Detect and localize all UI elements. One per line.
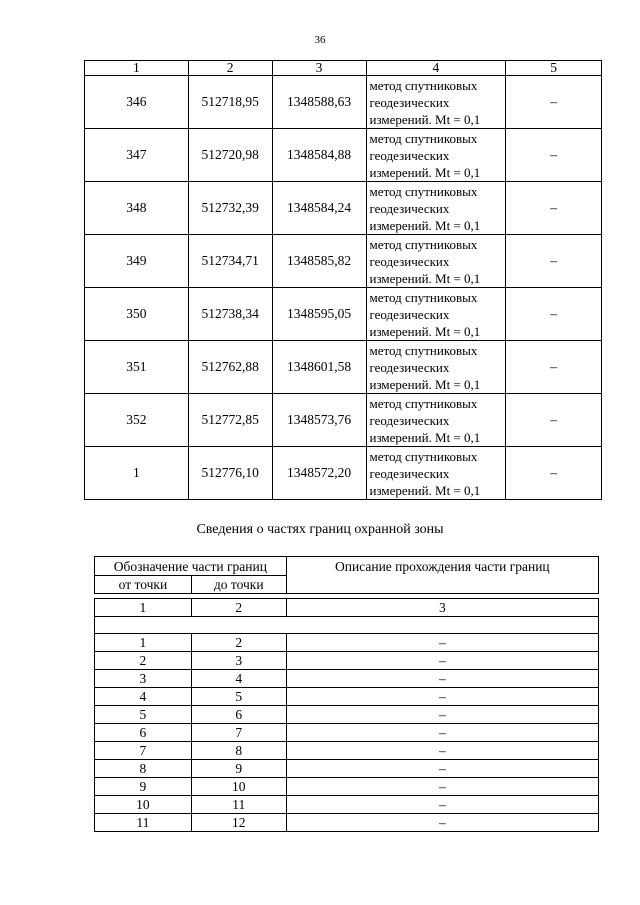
part-description: – — [286, 634, 598, 652]
method-description: метод спутниковых геодезических измерений. Mt = 0,1 — [366, 235, 506, 288]
point-number: 1 — [85, 447, 189, 500]
note: – — [506, 182, 602, 235]
header-row-group — [95, 557, 599, 576]
method-description: метод спутниковых геодезических измерений. Mt = 0,1 — [366, 129, 506, 182]
table-row — [85, 129, 602, 182]
part-description: – — [286, 652, 598, 670]
note: – — [506, 394, 602, 447]
point-number: 351 — [85, 341, 189, 394]
part-description: – — [286, 724, 598, 742]
x-coordinate: 512772,85 — [188, 394, 272, 447]
y-coordinate: 1348584,88 — [272, 129, 366, 182]
method-description: метод спутниковых геодезических измерений. Mt = 0,1 — [366, 394, 506, 447]
table-row — [95, 724, 599, 742]
column-numbers-row — [95, 599, 599, 617]
table-row — [95, 706, 599, 724]
point-number: 346 — [85, 76, 189, 129]
table-row — [85, 76, 602, 129]
y-coordinate: 1348573,76 — [272, 394, 366, 447]
note: – — [506, 76, 602, 129]
section-title: Сведения о частях границ охранной зоны — [196, 522, 444, 537]
to-point: 8 — [191, 742, 286, 760]
boundary-parts-table — [94, 556, 599, 832]
table-row — [85, 235, 602, 288]
from-point: 9 — [95, 778, 192, 796]
method-description: метод спутниковых геодезических измерений. Mt = 0,1 — [366, 182, 506, 235]
part-description: – — [286, 814, 598, 832]
from-point: 11 — [95, 814, 192, 832]
from-point: 2 — [95, 652, 192, 670]
header-boundary-designation: Обозначение части границ — [95, 557, 287, 576]
table-row — [95, 760, 599, 778]
part-description: – — [286, 760, 598, 778]
method-description: метод спутниковых геодезических измерений. Mt = 0,1 — [366, 76, 506, 129]
empty-row — [95, 617, 599, 634]
point-number: 348 — [85, 182, 189, 235]
x-coordinate: 512718,95 — [188, 76, 272, 129]
from-point: 1 — [95, 634, 192, 652]
x-coordinate: 512776,10 — [188, 447, 272, 500]
y-coordinate: 1348601,58 — [272, 341, 366, 394]
coordinates-table — [84, 60, 602, 500]
from-point: 10 — [95, 796, 192, 814]
header-to-point: до точки — [191, 576, 286, 594]
col-number-1: 1 — [95, 599, 192, 617]
table-row — [95, 652, 599, 670]
note: – — [506, 341, 602, 394]
x-coordinate: 512762,88 — [188, 341, 272, 394]
to-point: 10 — [191, 778, 286, 796]
table-row — [95, 814, 599, 832]
from-point: 7 — [95, 742, 192, 760]
to-point: 7 — [191, 724, 286, 742]
table-row — [95, 796, 599, 814]
table-row — [85, 182, 602, 235]
table-row — [95, 634, 599, 652]
table-row — [85, 288, 602, 341]
table-row — [85, 394, 602, 447]
y-coordinate: 1348585,82 — [272, 235, 366, 288]
note: – — [506, 288, 602, 341]
header-description: Описание прохождения части границ — [286, 557, 598, 594]
point-number: 349 — [85, 235, 189, 288]
method-description: метод спутниковых геодезических измерений. Mt = 0,1 — [366, 447, 506, 500]
table-row — [85, 447, 602, 500]
x-coordinate: 512720,98 — [188, 129, 272, 182]
point-number: 347 — [85, 129, 189, 182]
to-point: 5 — [191, 688, 286, 706]
from-point: 3 — [95, 670, 192, 688]
point-number: 350 — [85, 288, 189, 341]
col-header-3: 3 — [272, 61, 366, 76]
table-row — [95, 742, 599, 760]
to-point: 3 — [191, 652, 286, 670]
page-number: 36 — [314, 34, 326, 46]
table-row — [85, 341, 602, 394]
col-header-5: 5 — [506, 61, 602, 76]
y-coordinate: 1348588,63 — [272, 76, 366, 129]
coordinates-header-row — [85, 61, 602, 76]
col-header-4: 4 — [366, 61, 506, 76]
col-header-2: 2 — [188, 61, 272, 76]
y-coordinate: 1348584,24 — [272, 182, 366, 235]
header-from-point: от точки — [95, 576, 192, 594]
part-description: – — [286, 670, 598, 688]
part-description: – — [286, 778, 598, 796]
y-coordinate: 1348572,20 — [272, 447, 366, 500]
x-coordinate: 512732,39 — [188, 182, 272, 235]
to-point: 4 — [191, 670, 286, 688]
from-point: 5 — [95, 706, 192, 724]
point-number: 352 — [85, 394, 189, 447]
method-description: метод спутниковых геодезических измерений. Mt = 0,1 — [366, 288, 506, 341]
table-row — [95, 670, 599, 688]
from-point: 4 — [95, 688, 192, 706]
part-description: – — [286, 688, 598, 706]
table-row — [95, 778, 599, 796]
col-number-2: 2 — [191, 599, 286, 617]
x-coordinate: 512738,34 — [188, 288, 272, 341]
method-description: метод спутниковых геодезических измерений. Mt = 0,1 — [366, 341, 506, 394]
to-point: 9 — [191, 760, 286, 778]
note: – — [506, 235, 602, 288]
part-description: – — [286, 796, 598, 814]
y-coordinate: 1348595,05 — [272, 288, 366, 341]
col-number-3: 3 — [286, 599, 598, 617]
note: – — [506, 129, 602, 182]
note: – — [506, 447, 602, 500]
part-description: – — [286, 706, 598, 724]
x-coordinate: 512734,71 — [188, 235, 272, 288]
col-header-1: 1 — [85, 61, 189, 76]
table-row — [95, 688, 599, 706]
from-point: 8 — [95, 760, 192, 778]
to-point: 6 — [191, 706, 286, 724]
part-description: – — [286, 742, 598, 760]
to-point: 11 — [191, 796, 286, 814]
to-point: 12 — [191, 814, 286, 832]
to-point: 2 — [191, 634, 286, 652]
from-point: 6 — [95, 724, 192, 742]
